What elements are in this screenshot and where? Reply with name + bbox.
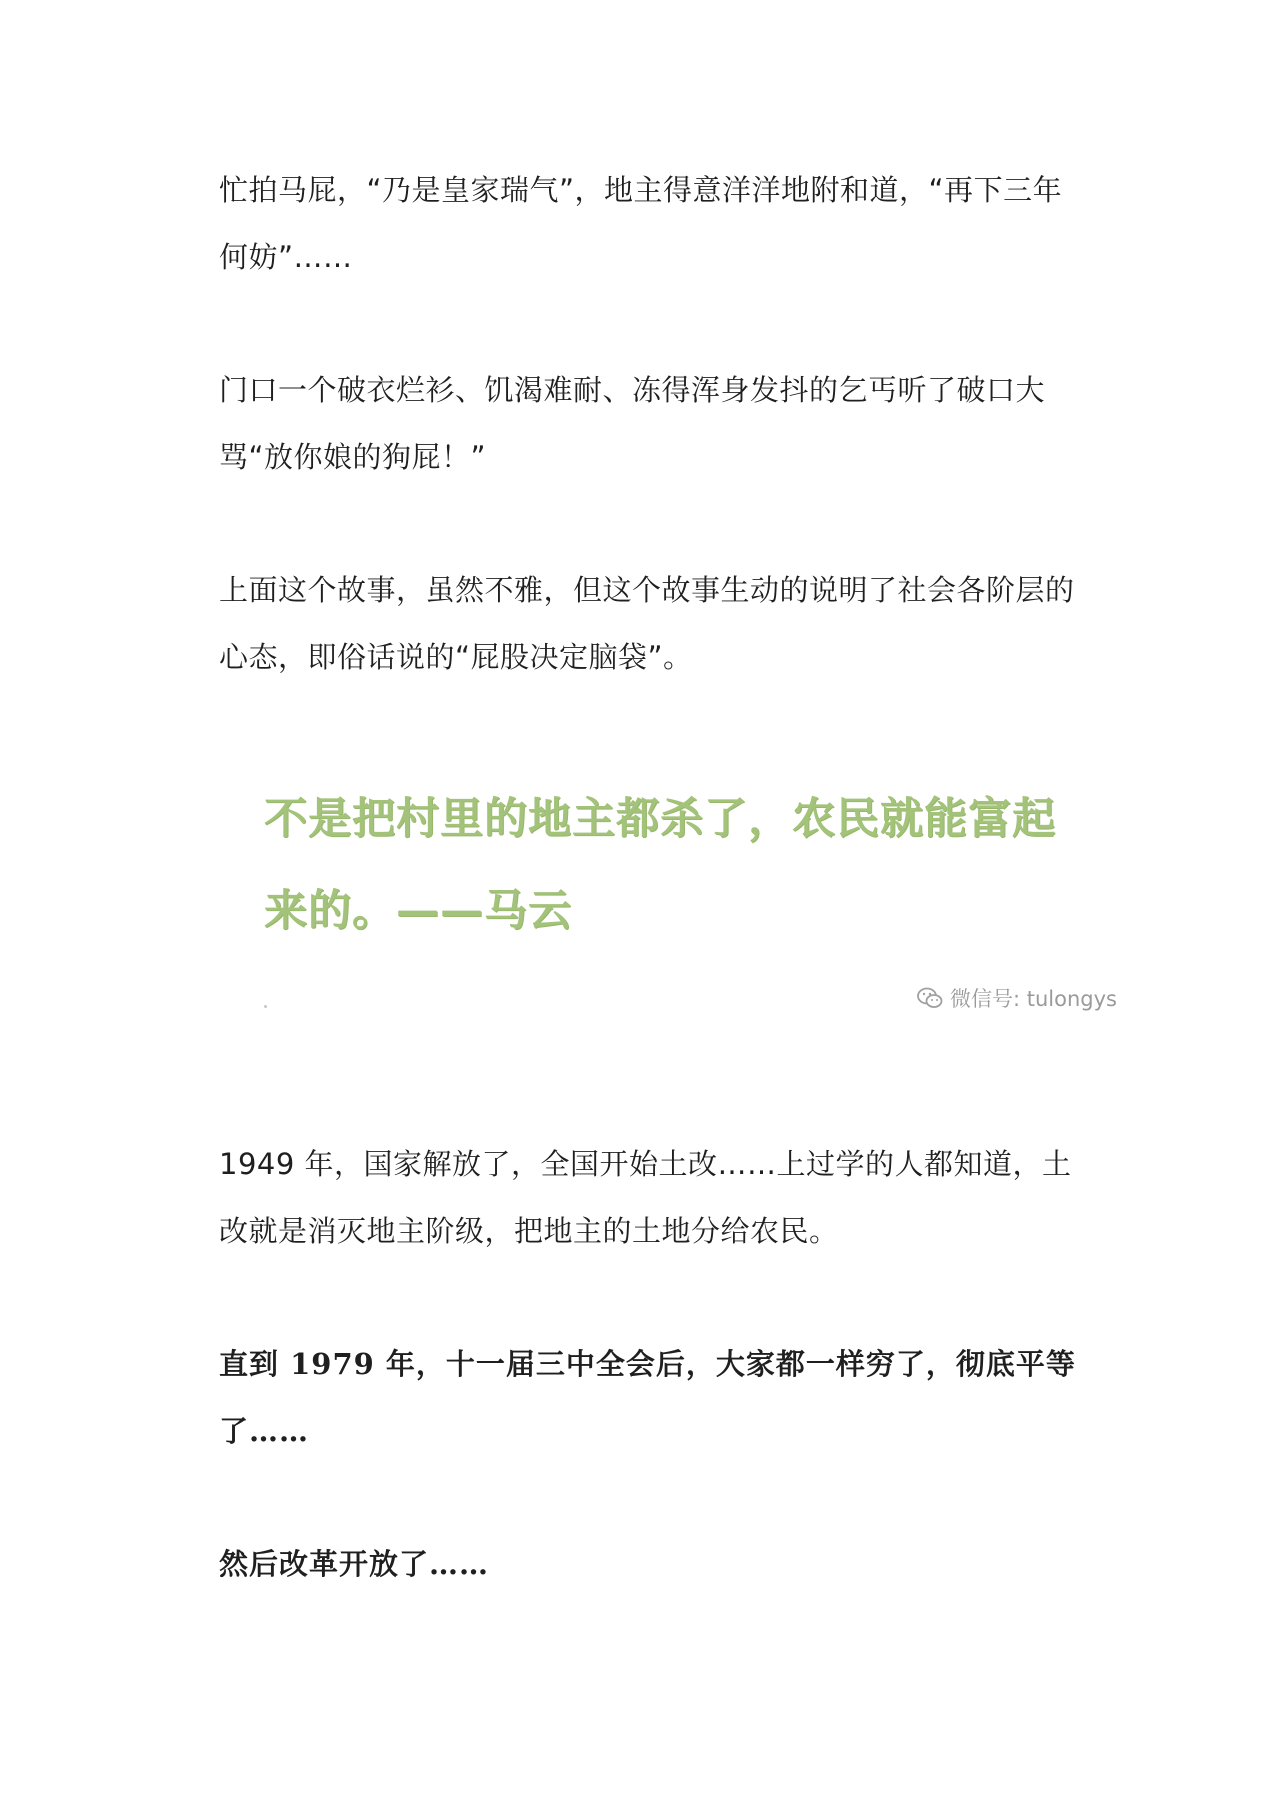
wechat-icon [916, 986, 944, 1010]
wechat-watermark [916, 983, 1117, 1013]
paragraph-4: 1949 年，国家解放了，全国开始土改……上过学的人都知道，土改就是消灭地主阶级，把地主的土地分给农民。 [219, 1147, 1072, 1248]
watermark-text: 微信号: tulongys [950, 987, 1117, 1011]
paragraph-6: 然后改革开放了…… [219, 1547, 490, 1581]
image-dot [264, 1005, 267, 1008]
paragraph-2: 门口一个破衣烂衫、饥渴难耐、冻得浑身发抖的乞丐听了破口大骂“放你娘的狗屁！” [219, 373, 1046, 474]
quote-image [219, 745, 1119, 1040]
paragraph-5: 直到 1979 年，十一届三中全会后，大家都一样穷了，彻底平等了…… [219, 1347, 1076, 1448]
quote-text: 不是把村里的地主都杀了，农民就能富起来的。——马云 [264, 794, 1056, 936]
paragraph-3: 上面这个故事，虽然不雅，但这个故事生动的说明了社会各阶层的心态，即俗话说的“屁股决定脑袋”。 [219, 573, 1075, 674]
paragraph-1: 忙拍马屁，“乃是皇家瑞气”，地主得意洋洋地附和道，“再下三年何妨”…… [219, 173, 1063, 274]
